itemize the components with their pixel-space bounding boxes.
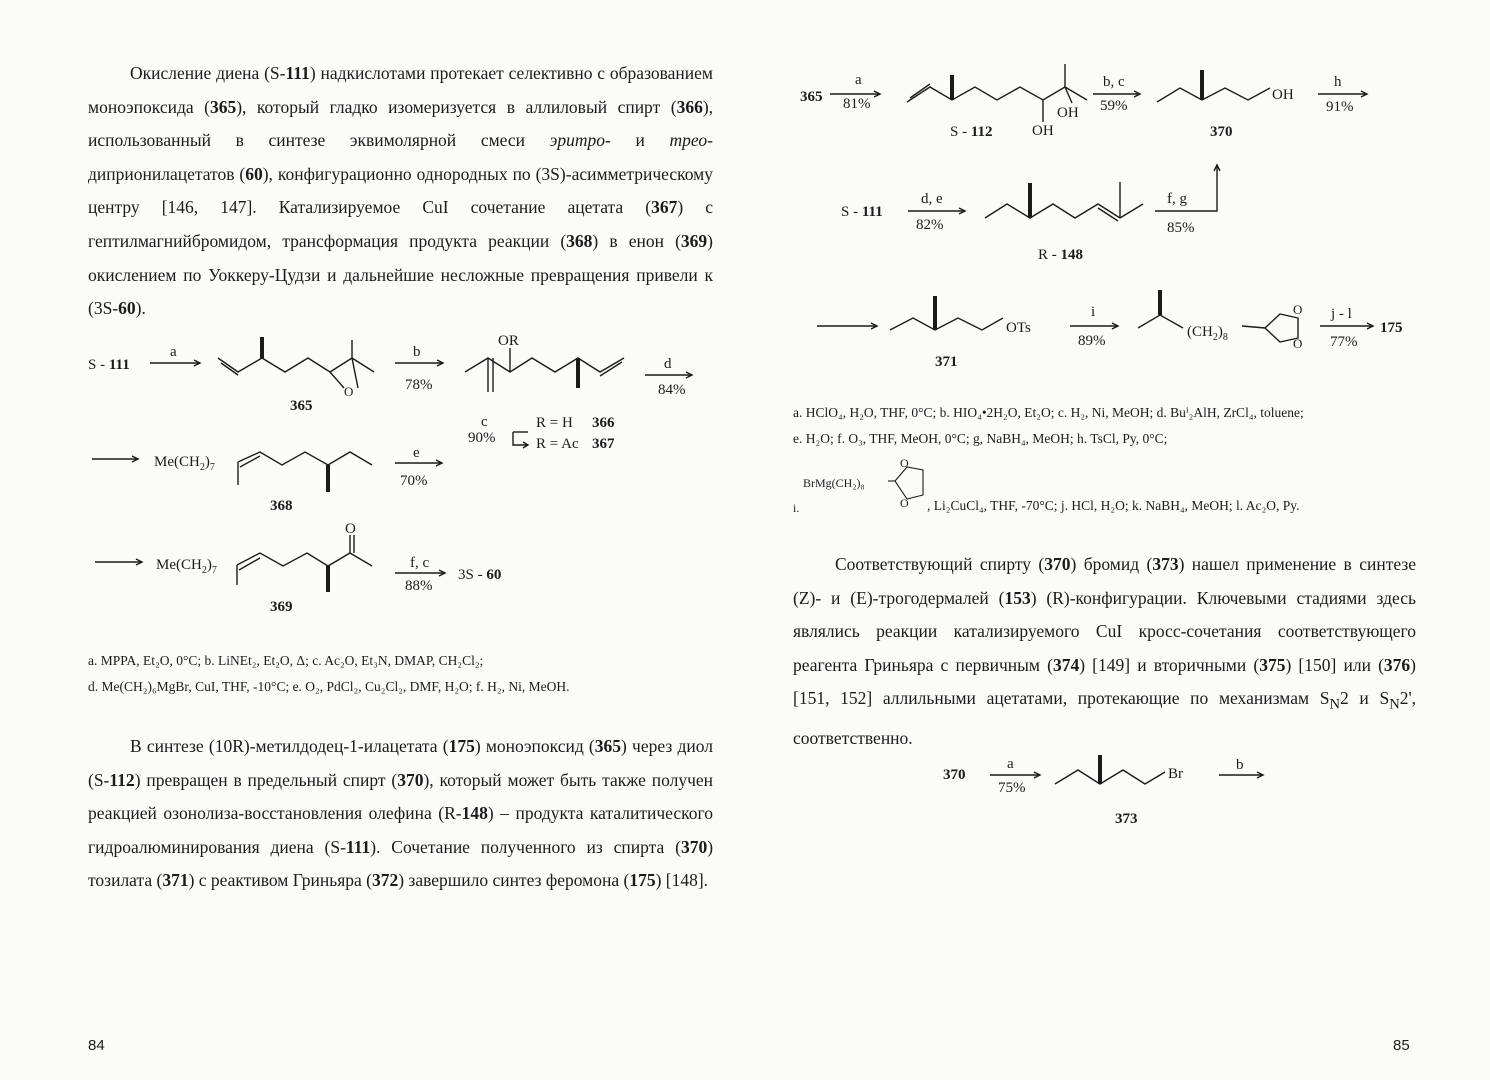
svg-text:f, g: f, g bbox=[1167, 191, 1187, 207]
label-r-ac: R = Ac bbox=[536, 436, 579, 452]
svg-text:OTs: OTs bbox=[1006, 320, 1031, 336]
compound-369: 369 bbox=[270, 599, 293, 615]
svg-text:d, e: d, e bbox=[921, 191, 943, 207]
left-reaction-scheme bbox=[0, 0, 745, 640]
svg-text:a: a bbox=[1007, 756, 1014, 772]
svg-text:O: O bbox=[900, 456, 909, 470]
svg-text:b: b bbox=[413, 344, 421, 360]
svg-text:82%: 82% bbox=[916, 217, 944, 233]
svg-text:BrMg(CH₂)₈: BrMg(CH₂)₈ bbox=[803, 476, 865, 490]
compound-370: 370 bbox=[1210, 124, 1233, 140]
page-number-right: 85 bbox=[1393, 1037, 1410, 1054]
svg-text:88%: 88% bbox=[405, 578, 433, 594]
svg-text:f, c: f, c bbox=[410, 555, 430, 571]
svg-text:OH: OH bbox=[1032, 123, 1054, 139]
compound-371: 371 bbox=[935, 354, 958, 370]
svg-text:85%: 85% bbox=[1167, 220, 1195, 236]
svg-text:O: O bbox=[344, 384, 354, 399]
compound-365: 365 bbox=[800, 89, 823, 105]
compound-365: 365 bbox=[290, 398, 313, 414]
svg-text:O: O bbox=[1293, 302, 1303, 317]
svg-text:b: b bbox=[1236, 757, 1244, 773]
svg-text:i.: i. bbox=[793, 501, 800, 515]
svg-text:91%: 91% bbox=[1326, 99, 1354, 115]
svg-text:Me(CH2)7: $Me(CH_2)_7$ bbox=[156, 557, 217, 576]
right-reaction-scheme bbox=[745, 0, 1490, 390]
svg-text:84%: 84% bbox=[658, 382, 686, 398]
label-s111: S - 111 bbox=[88, 357, 130, 373]
svg-text:O: O bbox=[345, 521, 356, 537]
label-s111: S - 111 bbox=[841, 204, 883, 220]
label-3s-60: 3S - 60 bbox=[458, 567, 502, 583]
svg-text:O: O bbox=[900, 496, 909, 510]
label-s112: S - 112 bbox=[950, 124, 993, 140]
svg-text:b, c: b, c bbox=[1103, 74, 1125, 90]
svg-text:d: d bbox=[664, 356, 672, 372]
compound-366: 366 bbox=[592, 415, 615, 431]
right-footnote-i-structure bbox=[745, 455, 1490, 515]
svg-text:j - l: j - l bbox=[1331, 306, 1352, 322]
svg-text:70%: 70% bbox=[400, 473, 428, 489]
svg-text:(CH2)8: $(CH_2)_8$ bbox=[1187, 324, 1228, 343]
svg-text:OR: OR bbox=[498, 333, 519, 349]
right-footnote: a. HClO₄, H₂O, THF, 0°C; b. HIO₄•2H₂O, Et₂O; c. H₂, Ni, MeOH; d. Buⁱ₂AlH, ZrCl₄, toluene; e. H₂O; f. O₃, THF, MeOH, 0°C; g, NaBH₄, MeOH; h. TsCl, Py, 0°C; bbox=[793, 405, 1304, 446]
left-paragraph-2: В синтезе (10R)-метилдодец-1-илацетата (175) моноэпоксид (365) через диол (S-112) превращен в предельный спирт (370), который может быть также получен реакцией озонолиза-восстановления олефина (R-148) – продукта каталитического гидроалюминирования диена (S-111). Сочетание полученного из спирта (370) тозилата (371) с реактивом Гриньяра (372) завершило синтез феромона (175) [148]. bbox=[88, 736, 714, 891]
svg-text:a: a bbox=[855, 72, 862, 88]
left-paragraph-1: Окисление диена (S-111) надкислотами протекает селективно с образованием моноэпоксида (365), который гладко изомеризуется в аллиловый спирт (366), использованный в синтезе эквимолярной смеси эритро- и трео-диприонилацетатов (60), конфигурационно однородных по (3S)-асимметрическому центру [146, 147]. Катализируемое CuI сочетание ацетата (367) с гептилмагнийбромидом, трансформация продукта реакции (368) в енон (369) окислением по Уоккеру-Цудзи и дальнейшие несложные превращения привели к (3S-60). bbox=[88, 63, 714, 319]
right-paragraph: Соответствующий спирту (370) бромид (373) нашел применение в синтезе (Z)- и (E)-трогодермалей (153) (R)-конфигурации. Ключевыми стадиями здесь являлись реакции катализируемого CuI кросс-сочетания соответствующего реагента Гриньяра с первичным (374) [149] и вторичными (375) [150] или (376) [151, 152] аллильными ацетатами, протекающие по механизмам $S_N2$ и $S_N2'$, соответственно. bbox=[793, 554, 1416, 749]
compound-370b: 370 bbox=[943, 767, 966, 783]
compound-373: 373 bbox=[1115, 811, 1138, 827]
svg-text:, Li₂CuCl₄, THF, -70°C; j. HCl: , Li₂CuCl₄, THF, -70°C; j. HCl, H₂O; k. NaBH₄, MeOH; l. Ac₂O, Py. bbox=[927, 498, 1300, 513]
page-number-left: 84 bbox=[88, 1037, 105, 1054]
label-r148: R - 148 bbox=[1038, 247, 1083, 263]
compound-368: 368 bbox=[270, 498, 293, 514]
right-reaction-scheme-2 bbox=[745, 750, 1490, 840]
svg-text:i: i bbox=[1091, 304, 1096, 320]
svg-text:89%: 89% bbox=[1078, 333, 1106, 349]
svg-text:h: h bbox=[1334, 74, 1342, 90]
svg-text:c: c bbox=[481, 414, 488, 430]
right-page bbox=[745, 0, 1490, 1080]
svg-text:O: O bbox=[1293, 336, 1303, 351]
svg-text:OH: OH bbox=[1272, 87, 1294, 103]
svg-text:77%: 77% bbox=[1330, 334, 1358, 350]
label-r-h: R = H bbox=[536, 415, 573, 431]
compound-175: 175 bbox=[1380, 320, 1403, 336]
svg-text:59%: 59% bbox=[1100, 98, 1128, 114]
left-footnote: a. MPPA, Et₂O, 0°C; b. LiNEt₂, Et₂O, Δ; c. Ac₂O, Et₃N, DMAP, CH₂Cl₂; d. Me(CH₂)₆MgBr, CuI, THF, -10°C; e. O₂, PdCl₂, Cu₂Cl₂, DMF, H₂O; f. H₂, Ni, MeOH. bbox=[88, 653, 570, 694]
svg-text:e: e bbox=[413, 445, 420, 461]
compound-367: 367 bbox=[592, 436, 615, 452]
svg-text:75%: 75% bbox=[998, 780, 1026, 796]
svg-text:Br: Br bbox=[1168, 766, 1183, 782]
svg-text:Me(CH2)7: $Me(CH_2)_7$ bbox=[154, 454, 215, 473]
svg-text:90%: 90% bbox=[468, 430, 496, 446]
svg-text:81%: 81% bbox=[843, 96, 871, 112]
svg-text:78%: 78% bbox=[405, 377, 433, 393]
svg-text:OH: OH bbox=[1057, 105, 1079, 121]
svg-text:a: a bbox=[170, 344, 177, 360]
